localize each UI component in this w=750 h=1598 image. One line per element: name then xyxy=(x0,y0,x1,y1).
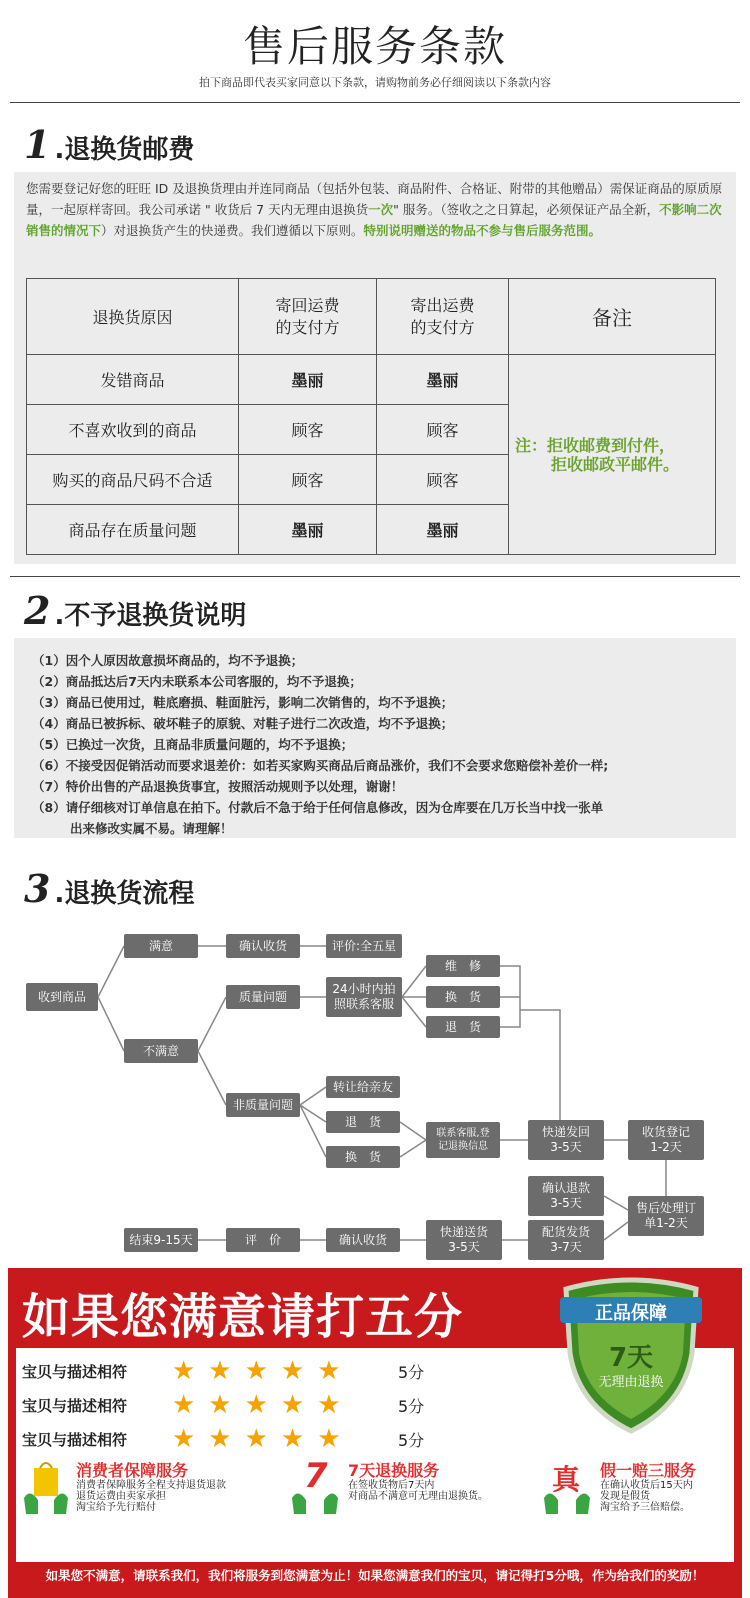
table-cell: 墨丽 xyxy=(239,505,377,555)
section-1-title: 1 .退换货邮费 xyxy=(24,122,195,167)
section-2-title: 2 .不予退换货说明 xyxy=(24,588,247,633)
flow-receive-goods: 收到商品 xyxy=(26,983,98,1011)
list-item: 出来修改实属不易。请理解！ xyxy=(70,821,233,836)
table-cell: 顾客 xyxy=(239,455,377,505)
service-title: 7天退换服务 xyxy=(348,1461,440,1480)
seven-day-icon: 7 xyxy=(288,1458,342,1516)
flow-after-sales-processing: 售后处理订 单1-2天 xyxy=(628,1196,704,1236)
table-cell: 墨丽 xyxy=(377,355,509,405)
table-cell: 顾客 xyxy=(377,455,509,505)
flow-repair: 维 修 xyxy=(426,955,500,977)
table-cell: 购买的商品尺码不合适 xyxy=(27,455,239,505)
flow-contact-service: 24小时内拍 照联系客服 xyxy=(326,977,402,1017)
rating-score: 5分 xyxy=(398,1362,425,1382)
genuine-icon: 真 xyxy=(540,1458,594,1516)
shield-top-text: 正品保障 xyxy=(595,1303,667,1324)
table-cell: 顾客 xyxy=(239,405,377,455)
flow-confirm-receipt: 确认收货 xyxy=(226,934,300,958)
table-cell: 墨丽 xyxy=(377,505,509,555)
rating-label: 宝贝与描述相符 xyxy=(22,1396,128,1415)
table-cell: 不喜欢收到的商品 xyxy=(27,405,239,455)
service-fake-compensation xyxy=(540,1458,734,1520)
list-item: （1）因个人原因故意损坏商品的，均不予退换； xyxy=(32,653,304,668)
note-cell: 注：拒收邮费到付件， 拒收邮政平邮件。 xyxy=(509,355,716,555)
flow-review: 评 价 xyxy=(226,1228,300,1252)
table-cell: 发错商品 xyxy=(27,355,239,405)
service-text: 在确认收货后15天内 发现是假货 淘宝给予三倍赔偿。 xyxy=(600,1480,693,1513)
flow-confirm-receipt-2: 确认收货 xyxy=(326,1228,400,1252)
col-reason: 退换货原因 xyxy=(27,279,239,355)
banner-headline: 如果您满意请打五分 xyxy=(22,1289,464,1345)
service-text: 消费者保障服务全程支持退货退款 退货运费由卖家承担 淘宝给予先行赔付 xyxy=(76,1480,226,1513)
rating-score: 5分 xyxy=(398,1396,425,1416)
service-7-day-return xyxy=(288,1458,528,1520)
list-item: （4）商品已被拆标、破坏鞋子的原貌、对鞋子进行二次改造，均不予退换； xyxy=(32,716,454,731)
page-subtitle: 拍下商品即代表买家同意以下条款，请购物前务必仔细阅读以下条款内容 xyxy=(199,76,551,89)
service-consumer-protection xyxy=(20,1458,260,1520)
list-item: （3）商品已使用过，鞋底磨损、鞋面脏污，影响二次销售的，均不予退换； xyxy=(32,695,454,710)
ratings-list xyxy=(22,1354,542,1456)
page-title: 售后服务条款 xyxy=(242,22,507,71)
flow-end: 结束9-15天 xyxy=(124,1228,198,1252)
flow-refund: 退 货 xyxy=(426,1016,500,1038)
flow-ship-back: 快递发回 3-5天 xyxy=(528,1120,604,1160)
service-text: 在签收货物后7天内 对商品不满意可无理由退换货。 xyxy=(348,1480,488,1502)
flow-transfer-to-friend: 转让给亲友 xyxy=(326,1076,400,1098)
table-cell: 墨丽 xyxy=(239,355,377,405)
star-rating-icon: ★★★★★ xyxy=(172,1356,354,1386)
section-3-title: 3 .退换货流程 xyxy=(24,866,195,911)
service-title: 消费者保障服务 xyxy=(76,1461,189,1480)
list-item: （5）已换过一次货，且商品非质量问题的，均不予退换； xyxy=(32,737,354,752)
list-item: （6）不接受因促销活动而要求退差价：如若买家购买商品后商品涨价，我们不会要求您赔偿补差价一样; xyxy=(32,758,609,773)
star-rating-icon: ★★★★★ xyxy=(172,1424,354,1454)
section-1-text: 您需要登记好您的旺旺 ID 及退换货理由并连同商品（包括外包装、商品附件、合格证、附带的其他赠品）需保证商品的原质原量，一起原样寄回。我公司承诺 " 收货后 7 天内无理由退换货一次" 服务。（签收之之日算起，必须保证产品全新，不影响二次销售的情况下）对退换货产生的快递费。我们遵循以下原则。特别说明赠送的物品不参与售后服务范围。 xyxy=(26,181,723,238)
flow-confirm-refund: 确认退款 3-5天 xyxy=(528,1176,604,1216)
col-send-fee: 寄出运费 的支付方 xyxy=(377,279,509,355)
list-item: （7）特价出售的产品退换货事宜，按照活动规则予以处理，谢谢！ xyxy=(32,779,404,794)
list-item: （8）请仔细核对订单信息在拍下。付款后不急于给于任何信息修改，因为仓库要在几万长当中找一张单 xyxy=(32,800,604,815)
col-note: 备注 xyxy=(509,279,716,355)
flow-review-five-star: 评价:全五星 xyxy=(326,934,402,958)
flow-express-delivery: 快递送货 3-5天 xyxy=(426,1220,502,1260)
shopping-bag-icon xyxy=(20,1458,72,1516)
flow-unsatisfied: 不满意 xyxy=(124,1039,198,1063)
shield-days-text: 7天 xyxy=(608,1343,654,1373)
rating-score: 5分 xyxy=(398,1430,425,1450)
flow-refund-2: 退 货 xyxy=(326,1111,400,1133)
service-title: 假一赔三服务 xyxy=(600,1461,697,1480)
rating-row xyxy=(22,1354,542,1388)
rating-label: 宝贝与描述相符 xyxy=(22,1362,128,1381)
rating-row xyxy=(22,1422,542,1456)
flow-register-info: 联系客服,登 记退换信息 xyxy=(426,1122,500,1158)
flow-dispatch: 配货发货 3-7天 xyxy=(528,1220,604,1260)
flow-quality-issue: 质量问题 xyxy=(226,985,300,1009)
flow-exchange-2: 换 货 xyxy=(326,1146,400,1168)
table-cell: 商品存在质量问题 xyxy=(27,505,239,555)
shield-bottom-text: 无理由退换 xyxy=(598,1375,664,1390)
banner-footer: 如果您不满意，请联系我们，我们将服务到您满意为止！如果您满意我们的宝贝，请记得打5分哦，作为给我们的奖励！ xyxy=(45,1568,705,1583)
star-rating-icon: ★★★★★ xyxy=(172,1390,354,1420)
rating-row xyxy=(22,1388,542,1422)
shield-icon xyxy=(556,1275,706,1435)
col-return-fee: 寄回运费 的支付方 xyxy=(239,279,377,355)
flow-satisfied: 满意 xyxy=(124,934,198,958)
flow-receipt-register: 收货登记 1-2天 xyxy=(628,1120,704,1160)
list-item: （2）商品抵达后7天内未联系本公司客服的，均不予退换； xyxy=(32,674,362,689)
rating-label: 宝贝与描述相符 xyxy=(22,1430,128,1449)
flow-exchange: 换 货 xyxy=(426,986,500,1008)
table-cell: 顾客 xyxy=(377,405,509,455)
flow-non-quality-issue: 非质量问题 xyxy=(226,1093,300,1117)
